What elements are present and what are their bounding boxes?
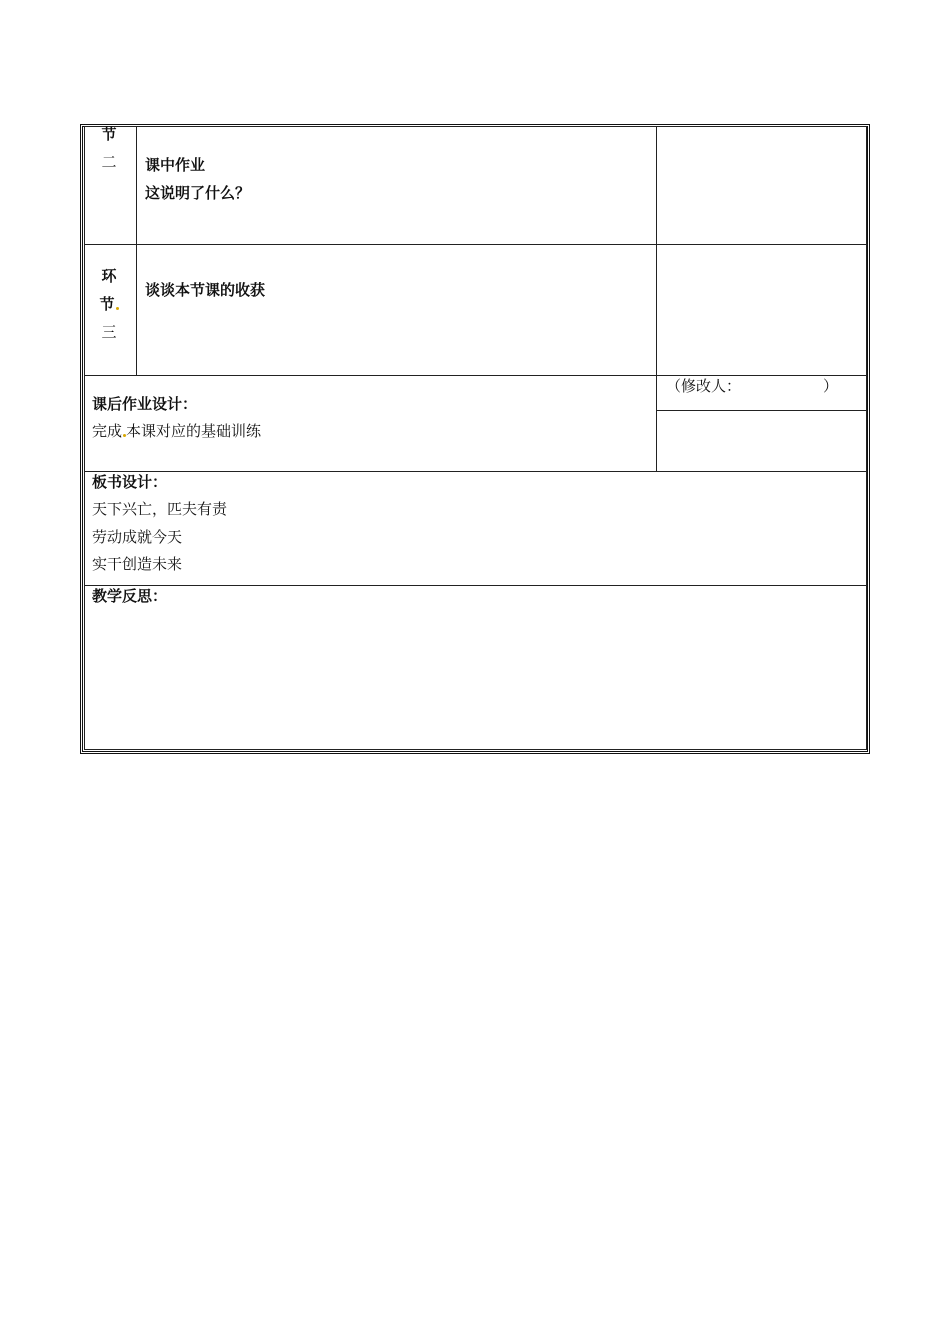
section3-content: 谈谈本节课的收获 (145, 281, 266, 299)
reviser-close: ） (823, 377, 839, 395)
reviser-label: （修改人： (666, 377, 742, 395)
section3-label-char: 三 (101, 323, 117, 341)
notes-column-divider (656, 126, 657, 471)
section2-title: 课中作业 (145, 156, 206, 174)
edit-mark-icon (116, 307, 119, 310)
row-divider-section2 (84, 244, 866, 245)
section3-label-char: 节 (99, 294, 119, 314)
inner-bottom-border (84, 749, 866, 750)
section2-label-char: 节 (101, 125, 117, 143)
reflection-heading: 教学反思： (92, 587, 168, 605)
blackboard-heading: 板书设计： (92, 473, 168, 491)
section3-label-char: 环 (101, 267, 117, 285)
reviser-divider (656, 410, 866, 411)
label-column-divider (136, 126, 137, 375)
section3-label (99, 266, 119, 342)
inner-right-border (866, 126, 867, 750)
section2-label (99, 124, 119, 172)
row-divider-homework (84, 471, 866, 472)
section2-question: 这说明了什么？ (145, 184, 251, 202)
row-divider-section3 (84, 375, 866, 376)
inner-top-border (84, 126, 866, 127)
blackboard-line: 劳动成就今天 (92, 528, 183, 546)
section2-label-char: 二 (101, 153, 117, 171)
blackboard-line: 实干创造未来 (92, 555, 183, 573)
row-divider-blackboard (84, 585, 866, 586)
blackboard-line: 天下兴亡，匹夫有责 (92, 500, 228, 518)
homework-content: 完成 本课对应的基础训练 (92, 422, 262, 440)
inner-left-border (84, 126, 85, 750)
homework-heading: 课后作业设计： (92, 395, 198, 413)
